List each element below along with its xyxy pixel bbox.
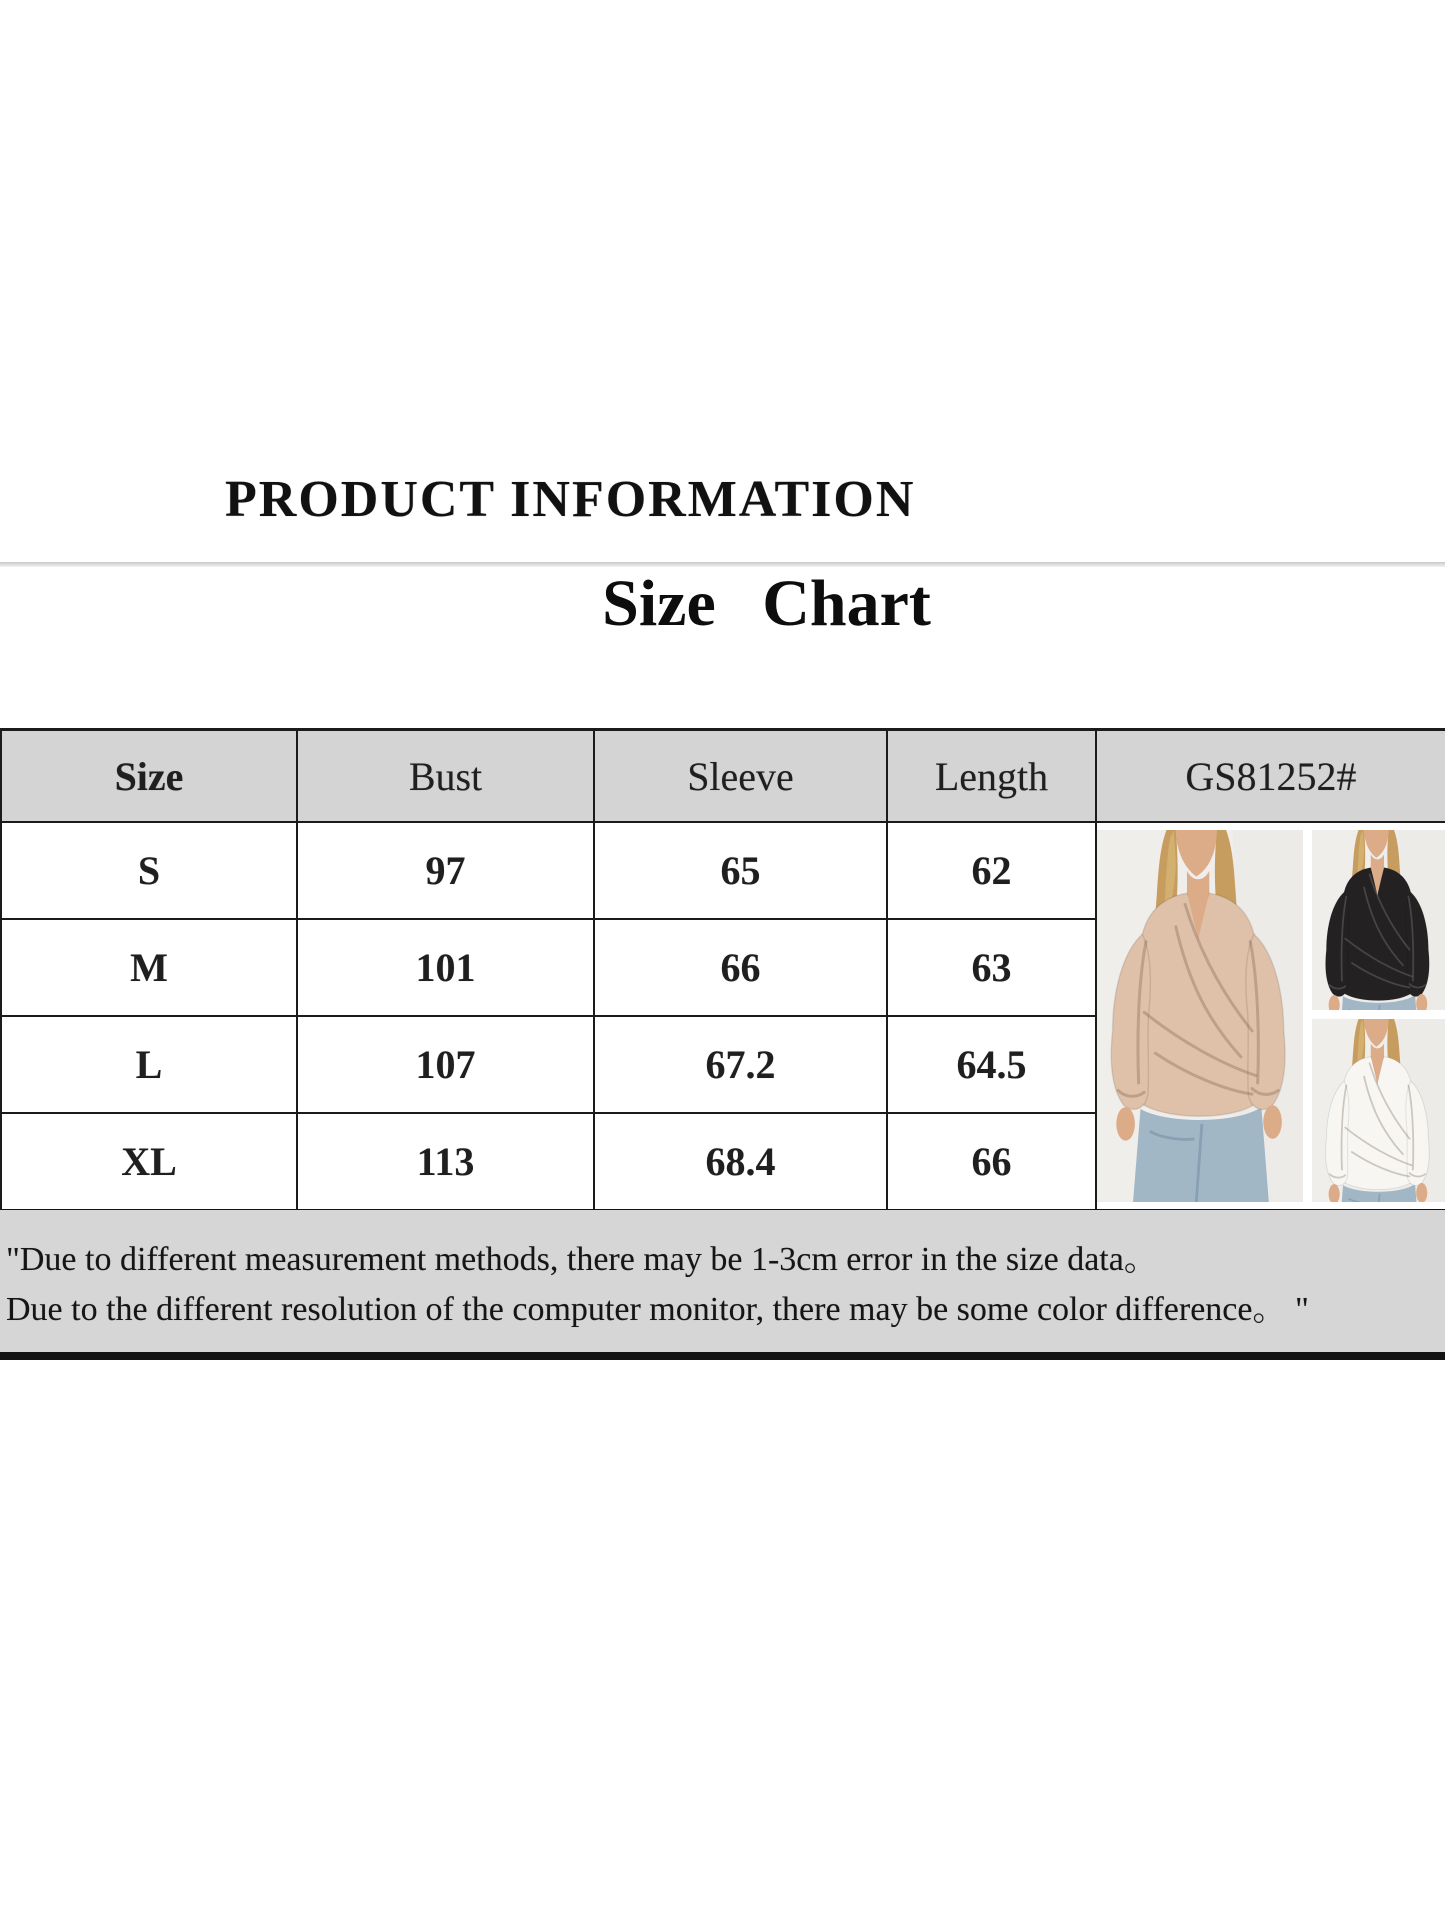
page-title: PRODUCT INFORMATION [225, 471, 916, 528]
length-value: 64.5 [887, 1016, 1096, 1113]
size-value: L [1, 1016, 297, 1113]
photo-black-blouse [1312, 830, 1445, 1010]
size-value: XL [1, 1113, 297, 1212]
column-header-length: Length [887, 730, 1096, 823]
size-chart-title: Size Chart [602, 567, 931, 640]
length-value: 62 [887, 822, 1096, 919]
champagne-model-figure [1097, 830, 1303, 1202]
photo-champagne-blouse [1097, 830, 1303, 1202]
column-header-bust: Bust [297, 730, 594, 823]
white-model-figure [1312, 1019, 1445, 1202]
photo-side-column [1312, 830, 1445, 1202]
length-value: 66 [887, 1113, 1096, 1212]
column-header-style-code: GS81252# [1096, 730, 1445, 823]
bust-value: 107 [297, 1016, 594, 1113]
bust-value: 113 [297, 1113, 594, 1212]
sleeve-value: 68.4 [594, 1113, 887, 1212]
disclaimer-line-1: "Due to different measurement methods, there may be 1-3cm error in the size data。 [6, 1241, 1158, 1278]
product-photos-cell [1096, 822, 1445, 1212]
bust-value: 97 [297, 822, 594, 919]
sleeve-value: 67.2 [594, 1016, 887, 1113]
table-row-s [1, 822, 1445, 919]
column-header-sleeve: Sleeve [594, 730, 887, 823]
disclaimer-box [0, 1210, 1445, 1360]
size-value: S [1, 822, 297, 919]
product-photo-collage [1097, 830, 1445, 1202]
size-value: M [1, 919, 297, 1016]
sleeve-value: 65 [594, 822, 887, 919]
length-value: 63 [887, 919, 1096, 1016]
column-header-size: Size [1, 730, 297, 823]
bust-value: 101 [297, 919, 594, 1016]
disclaimer-line-2: Due to the different resolution of the computer monitor, there may be some color difference。 " [6, 1291, 1309, 1328]
size-chart-header-row [1, 730, 1445, 823]
size-chart-table [0, 728, 1445, 1215]
photo-white-blouse [1312, 1019, 1445, 1202]
sleeve-value: 66 [594, 919, 887, 1016]
black-model-figure [1312, 830, 1445, 1010]
